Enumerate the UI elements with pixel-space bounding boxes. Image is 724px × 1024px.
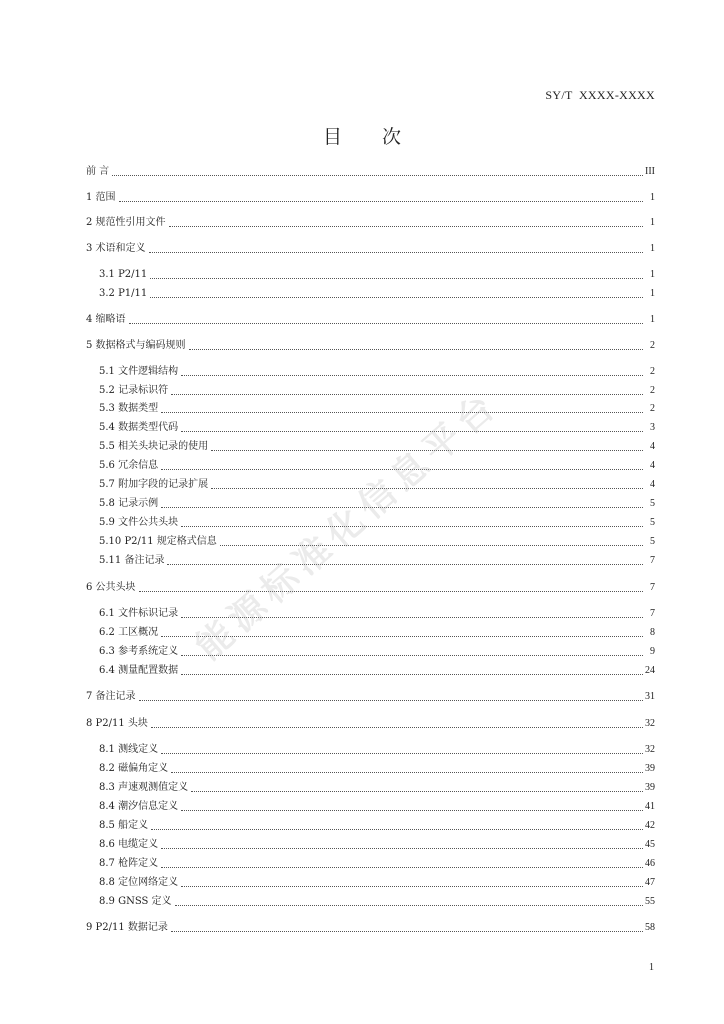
toc-title: 目次 [322, 126, 441, 148]
dot-leader [151, 727, 643, 728]
dot-leader [181, 886, 643, 887]
toc-entry-1[interactable] [86, 190, 655, 204]
toc-entry-label: 8 P2/11 头块 [86, 718, 148, 729]
toc-entry-label: 5.3 数据类型 [99, 403, 159, 414]
toc-entry-label: 5.8 记录示例 [99, 498, 159, 509]
toc-entry-page: 58 [645, 922, 655, 933]
toc-entry-4[interactable] [86, 312, 655, 326]
dot-leader [139, 591, 643, 592]
dot-leader [175, 905, 643, 906]
toc-entry-3-2[interactable] [99, 286, 655, 300]
dot-leader [181, 431, 643, 432]
toc-entry-page: 45 [645, 839, 655, 850]
toc-entry-label: 7 备注记录 [86, 691, 136, 702]
toc-entry-6-4[interactable] [99, 663, 655, 677]
toc-entry-label: 8.8 定位网络定义 [99, 877, 179, 888]
dot-leader [169, 226, 643, 227]
dot-leader [181, 617, 643, 618]
toc-entry-page: 1 [650, 288, 655, 299]
toc-entry-page: 2 [650, 366, 655, 377]
toc-entry-page: 1 [650, 314, 655, 325]
toc-entry-page: 1 [650, 217, 655, 228]
toc-entry-label: 9 P2/11 数据记录 [86, 922, 168, 933]
toc-entry-label: 6.3 参考系统定义 [99, 646, 179, 657]
toc-entry-page: 39 [645, 782, 655, 793]
toc-entry-page: 8 [650, 627, 655, 638]
toc-entry-page: 9 [650, 646, 655, 657]
dot-leader [161, 507, 643, 508]
toc-entry-label: 8.9 GNSS 定义 [99, 896, 172, 907]
toc-entry-8-4[interactable] [99, 799, 655, 813]
toc-entry-label: 5.1 文件逻辑结构 [99, 366, 179, 377]
dot-leader [161, 469, 643, 470]
toc-entry-page: 1 [650, 269, 655, 280]
toc-entry-7[interactable] [86, 689, 655, 703]
toc-entry-6-2[interactable] [99, 625, 655, 639]
toc-entry-page: 46 [645, 858, 655, 869]
toc-entry-5[interactable] [86, 338, 655, 352]
toc-entry-label: 5.2 记录标识符 [99, 385, 169, 396]
dot-leader [181, 810, 643, 811]
toc-entry-5-3[interactable] [99, 401, 655, 415]
toc-entry-label: 5.11 备注记录 [99, 555, 165, 566]
toc-entry-5-9[interactable] [99, 515, 655, 529]
toc-entry-page: 24 [645, 665, 655, 676]
toc-entry-page: 32 [645, 744, 655, 755]
toc-entry-page: 4 [650, 460, 655, 471]
toc-entry-9[interactable] [86, 920, 655, 934]
dot-leader [161, 636, 643, 637]
dot-leader [211, 488, 643, 489]
toc-entry-page: 2 [650, 403, 655, 414]
toc-entry-page: 2 [650, 385, 655, 396]
dot-leader [119, 201, 643, 202]
toc-entry-page: 1 [650, 192, 655, 203]
dot-leader [189, 349, 643, 350]
toc-entry-5-5[interactable] [99, 439, 655, 453]
toc-entry-8[interactable] [86, 716, 655, 730]
dot-leader [191, 791, 643, 792]
toc-entry-page: 4 [650, 479, 655, 490]
toc-entry-5-7[interactable] [99, 477, 655, 491]
dot-leader [150, 278, 643, 279]
toc-entry-8-8[interactable] [99, 875, 655, 889]
toc-entry-label: 5.6 冗余信息 [99, 460, 159, 471]
toc-entry-8-7[interactable] [99, 856, 655, 870]
toc-entry-8-3[interactable] [99, 780, 655, 794]
toc-entry-page: 3 [650, 422, 655, 433]
document-code: SY/T XXXX-XXXX [545, 88, 655, 102]
dot-leader [181, 375, 643, 376]
toc-entry-5-10[interactable] [99, 534, 655, 548]
table-of-contents [86, 0, 655, 1024]
dot-leader [150, 297, 643, 298]
toc-entry-label: 5.10 P2/11 规定格式信息 [99, 536, 217, 547]
toc-entry-label: 4 缩略语 [86, 314, 126, 325]
dot-leader [161, 753, 643, 754]
dot-leader [161, 848, 643, 849]
dot-leader [129, 323, 643, 324]
toc-entry-foreword[interactable] [86, 164, 655, 178]
dot-leader [171, 772, 643, 773]
toc-entry-page: 41 [645, 801, 655, 812]
dot-leader [171, 931, 643, 932]
toc-entry-page: 2 [650, 340, 655, 351]
toc-entry-label: 3.2 P1/11 [99, 288, 148, 299]
toc-entry-page: 39 [645, 763, 655, 774]
dot-leader [167, 564, 643, 565]
toc-entry-label: 8.7 枪阵定义 [99, 858, 159, 869]
dot-leader [211, 450, 643, 451]
toc-entry-page: 4 [650, 441, 655, 452]
toc-entry-label: 2 规范性引用文件 [86, 217, 166, 228]
toc-entry-label: 8.4 潮汐信息定义 [99, 801, 179, 812]
toc-entry-label: 5 数据格式与编码规则 [86, 340, 186, 351]
toc-entry-page: 7 [650, 555, 655, 566]
toc-entry-label: 8.6 电缆定义 [99, 839, 159, 850]
toc-entry-6-3[interactable] [99, 644, 655, 658]
toc-entry-label: 6 公共头块 [86, 582, 136, 593]
toc-entry-5-11[interactable] [99, 553, 655, 567]
toc-entry-label: 8.1 测线定义 [99, 744, 159, 755]
dot-leader [161, 412, 643, 413]
toc-entry-5-4[interactable] [99, 420, 655, 434]
toc-entry-8-1[interactable] [99, 742, 655, 756]
dot-leader [149, 252, 643, 253]
dot-leader [112, 175, 643, 176]
dot-leader [151, 829, 643, 830]
toc-entry-3[interactable] [86, 241, 655, 255]
toc-entry-label: 3.1 P2/11 [99, 269, 148, 280]
dot-leader [181, 526, 643, 527]
toc-entry-label: 6.4 测量配置数据 [99, 665, 179, 676]
toc-entry-label: 5.5 相关头块记录的使用 [99, 441, 209, 452]
dot-leader [161, 867, 643, 868]
toc-entry-5-6[interactable] [99, 458, 655, 472]
toc-entry-label: 5.7 附加字段的记录扩展 [99, 479, 209, 490]
toc-entry-label: 8.5 船定义 [99, 820, 149, 831]
dot-leader [181, 674, 643, 675]
toc-entry-page: III [645, 166, 655, 177]
toc-entry-label: 6.1 文件标识记录 [99, 608, 179, 619]
toc-entry-8-2[interactable] [99, 761, 655, 775]
toc-entry-page: 7 [650, 582, 655, 593]
toc-entry-8-9[interactable] [99, 894, 655, 908]
toc-entry-5-8[interactable] [99, 496, 655, 510]
toc-entry-page: 5 [650, 536, 655, 547]
toc-entry-5-1[interactable] [99, 364, 655, 378]
toc-entry-label: 8.2 磁偏角定义 [99, 763, 169, 774]
toc-entry-page: 1 [650, 243, 655, 254]
toc-entry-6[interactable] [86, 580, 655, 594]
toc-entry-page: 42 [645, 820, 655, 831]
toc-entry-label: 1 范围 [86, 192, 116, 203]
toc-entry-page: 32 [645, 718, 655, 729]
toc-entry-3-1[interactable] [99, 267, 655, 281]
toc-entry-label: 3 术语和定义 [86, 243, 146, 254]
dot-leader [220, 545, 643, 546]
dot-leader [171, 394, 643, 395]
toc-entry-5-2[interactable] [99, 383, 655, 397]
toc-entry-8-6[interactable] [99, 837, 655, 851]
toc-entry-label: 8.3 声速观测值定义 [99, 782, 189, 793]
toc-entry-page: 31 [645, 691, 655, 702]
toc-entry-page: 7 [650, 608, 655, 619]
dot-leader [139, 700, 643, 701]
toc-entry-8-5[interactable] [99, 818, 655, 832]
toc-entry-label: 前 言 [86, 166, 110, 177]
toc-entry-page: 47 [645, 877, 655, 888]
toc-entry-label: 5.4 数据类型代码 [99, 422, 179, 433]
toc-entry-page: 55 [645, 896, 655, 907]
toc-entry-label: 6.2 工区概况 [99, 627, 159, 638]
toc-entry-6-1[interactable] [99, 606, 655, 620]
page-number: 1 [649, 962, 654, 973]
dot-leader [181, 655, 643, 656]
toc-entry-page: 5 [650, 498, 655, 509]
watermark: 能源标准化信息平台 [188, 383, 508, 669]
toc-entry-2[interactable] [86, 215, 655, 229]
toc-entry-label: 5.9 文件公共头块 [99, 517, 179, 528]
toc-entry-page: 5 [650, 517, 655, 528]
